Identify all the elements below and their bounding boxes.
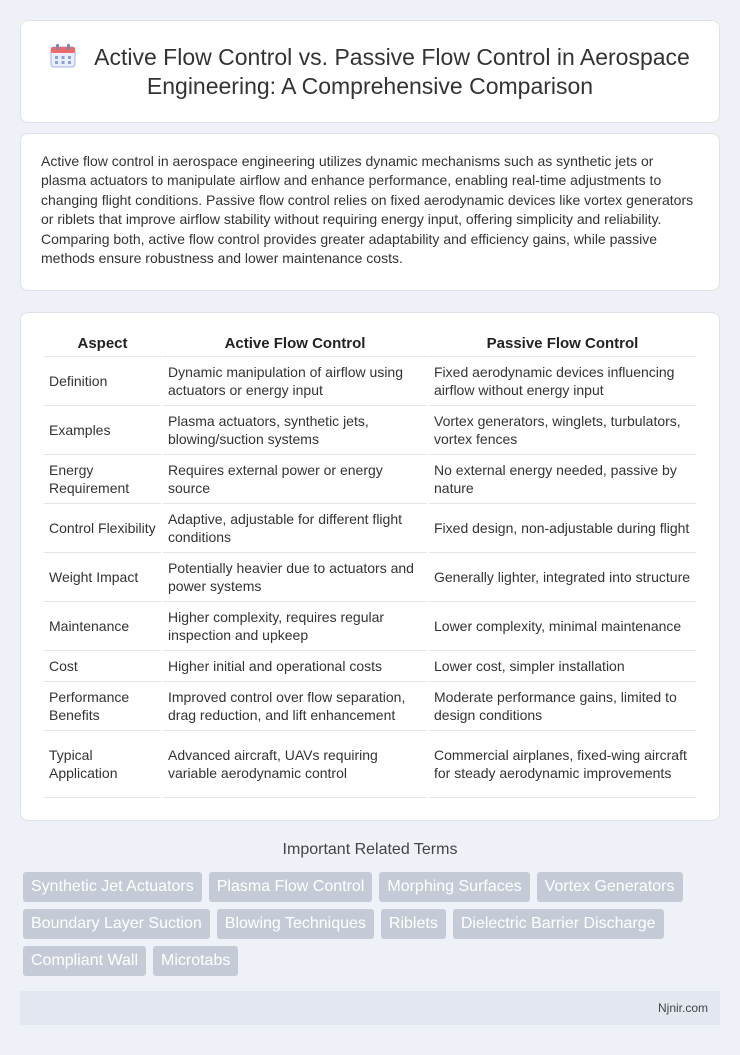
comparison-table-card bbox=[20, 312, 720, 821]
comparison-table bbox=[42, 333, 698, 798]
table-row bbox=[44, 406, 696, 455]
related-terms-heading: Important Related Terms bbox=[282, 841, 458, 858]
table-row bbox=[44, 357, 696, 406]
table-row bbox=[44, 651, 696, 682]
related-term-tag[interactable]: Synthetic Jet Actuators bbox=[23, 872, 202, 902]
cell-aspect: Definition bbox=[44, 357, 161, 406]
cell-active: Plasma actuators, synthetic jets, blowing/suction systems bbox=[163, 406, 427, 455]
page-title-text: Active Flow Control vs. Passive Flow Control in Aerospace Engineering: A Comprehensive Comparison bbox=[94, 43, 690, 99]
related-terms-list bbox=[23, 872, 723, 976]
intro-paragraph: Active flow control in aerospace engineering utilizes dynamic mechanisms such as synthetic jets or plasma actuators to manipulate airflow and enhance performance, enabling real-time adjustments to changing flight conditions. Passive flow control relies on fixed aerodynamic devices like vortex generators or riblets that improve airflow stability without requiring energy input, offering simplicity and reliability. Comparing both, active flow control provides greater adaptability and efficiency gains, while passive methods ensure robustness and lower maintenance costs. bbox=[41, 153, 694, 267]
cell-passive: Vortex generators, winglets, turbulators, vortex fences bbox=[429, 406, 696, 455]
cell-aspect: Energy Requirement bbox=[44, 455, 161, 504]
cell-active: Potentially heavier due to actuators and power systems bbox=[163, 553, 427, 602]
cell-passive: No external energy needed, passive by nature bbox=[429, 455, 696, 504]
table-row bbox=[44, 682, 696, 731]
title-card bbox=[20, 20, 720, 123]
cell-active: Improved control over flow separation, drag reduction, and lift enhancement bbox=[163, 682, 427, 731]
cell-aspect: Weight Impact bbox=[44, 553, 161, 602]
cell-active: Higher initial and operational costs bbox=[163, 651, 427, 682]
related-term-tag[interactable]: Microtabs bbox=[153, 946, 238, 976]
related-term-tag[interactable]: Dielectric Barrier Discharge bbox=[453, 909, 664, 939]
calendar-icon bbox=[50, 44, 76, 68]
cell-passive: Moderate performance gains, limited to design conditions bbox=[429, 682, 696, 731]
related-term-tag[interactable]: Blowing Techniques bbox=[217, 909, 374, 939]
cell-active: Dynamic manipulation of airflow using actuators or energy input bbox=[163, 357, 427, 406]
footer bbox=[20, 991, 720, 1025]
cell-passive: Fixed aerodynamic devices influencing airflow without energy input bbox=[429, 357, 696, 406]
header-active: Active Flow Control bbox=[163, 333, 427, 357]
cell-active: Higher complexity, requires regular inspection and upkeep bbox=[163, 602, 427, 651]
cell-aspect: Examples bbox=[44, 406, 161, 455]
cell-aspect: Cost bbox=[44, 651, 161, 682]
header-aspect: Aspect bbox=[44, 333, 161, 357]
footer-site-link[interactable]: Njnir.com bbox=[657, 1001, 708, 1015]
cell-aspect: Maintenance bbox=[44, 602, 161, 651]
cell-active: Requires external power or energy source bbox=[163, 455, 427, 504]
cell-passive: Commercial airplanes, fixed-wing aircraft for steady aerodynamic improvements bbox=[429, 731, 696, 798]
cell-aspect: Control Flexibility bbox=[44, 504, 161, 553]
related-term-tag[interactable]: Plasma Flow Control bbox=[209, 872, 373, 902]
related-term-tag[interactable]: Compliant Wall bbox=[23, 946, 146, 976]
table-row bbox=[44, 504, 696, 553]
cell-passive: Lower cost, simpler installation bbox=[429, 651, 696, 682]
cell-aspect: Typical Application bbox=[44, 731, 161, 798]
related-term-tag[interactable]: Vortex Generators bbox=[537, 872, 683, 902]
cell-active: Advanced aircraft, UAVs requiring variable aerodynamic control bbox=[163, 731, 427, 798]
table-row bbox=[44, 602, 696, 651]
header-passive: Passive Flow Control bbox=[429, 333, 696, 357]
page-title bbox=[40, 43, 700, 101]
intro-card bbox=[20, 133, 720, 291]
cell-passive: Fixed design, non-adjustable during flight bbox=[429, 504, 696, 553]
cell-aspect: Performance Benefits bbox=[44, 682, 161, 731]
related-term-tag[interactable]: Riblets bbox=[381, 909, 446, 939]
related-term-tag[interactable]: Morphing Surfaces bbox=[379, 872, 529, 902]
table-row bbox=[44, 553, 696, 602]
table-header-row bbox=[44, 333, 696, 357]
related-term-tag[interactable]: Boundary Layer Suction bbox=[23, 909, 210, 939]
table-row bbox=[44, 455, 696, 504]
cell-passive: Generally lighter, integrated into structure bbox=[429, 553, 696, 602]
cell-passive: Lower complexity, minimal maintenance bbox=[429, 602, 696, 651]
cell-active: Adaptive, adjustable for different flight conditions bbox=[163, 504, 427, 553]
table-row bbox=[44, 731, 696, 798]
